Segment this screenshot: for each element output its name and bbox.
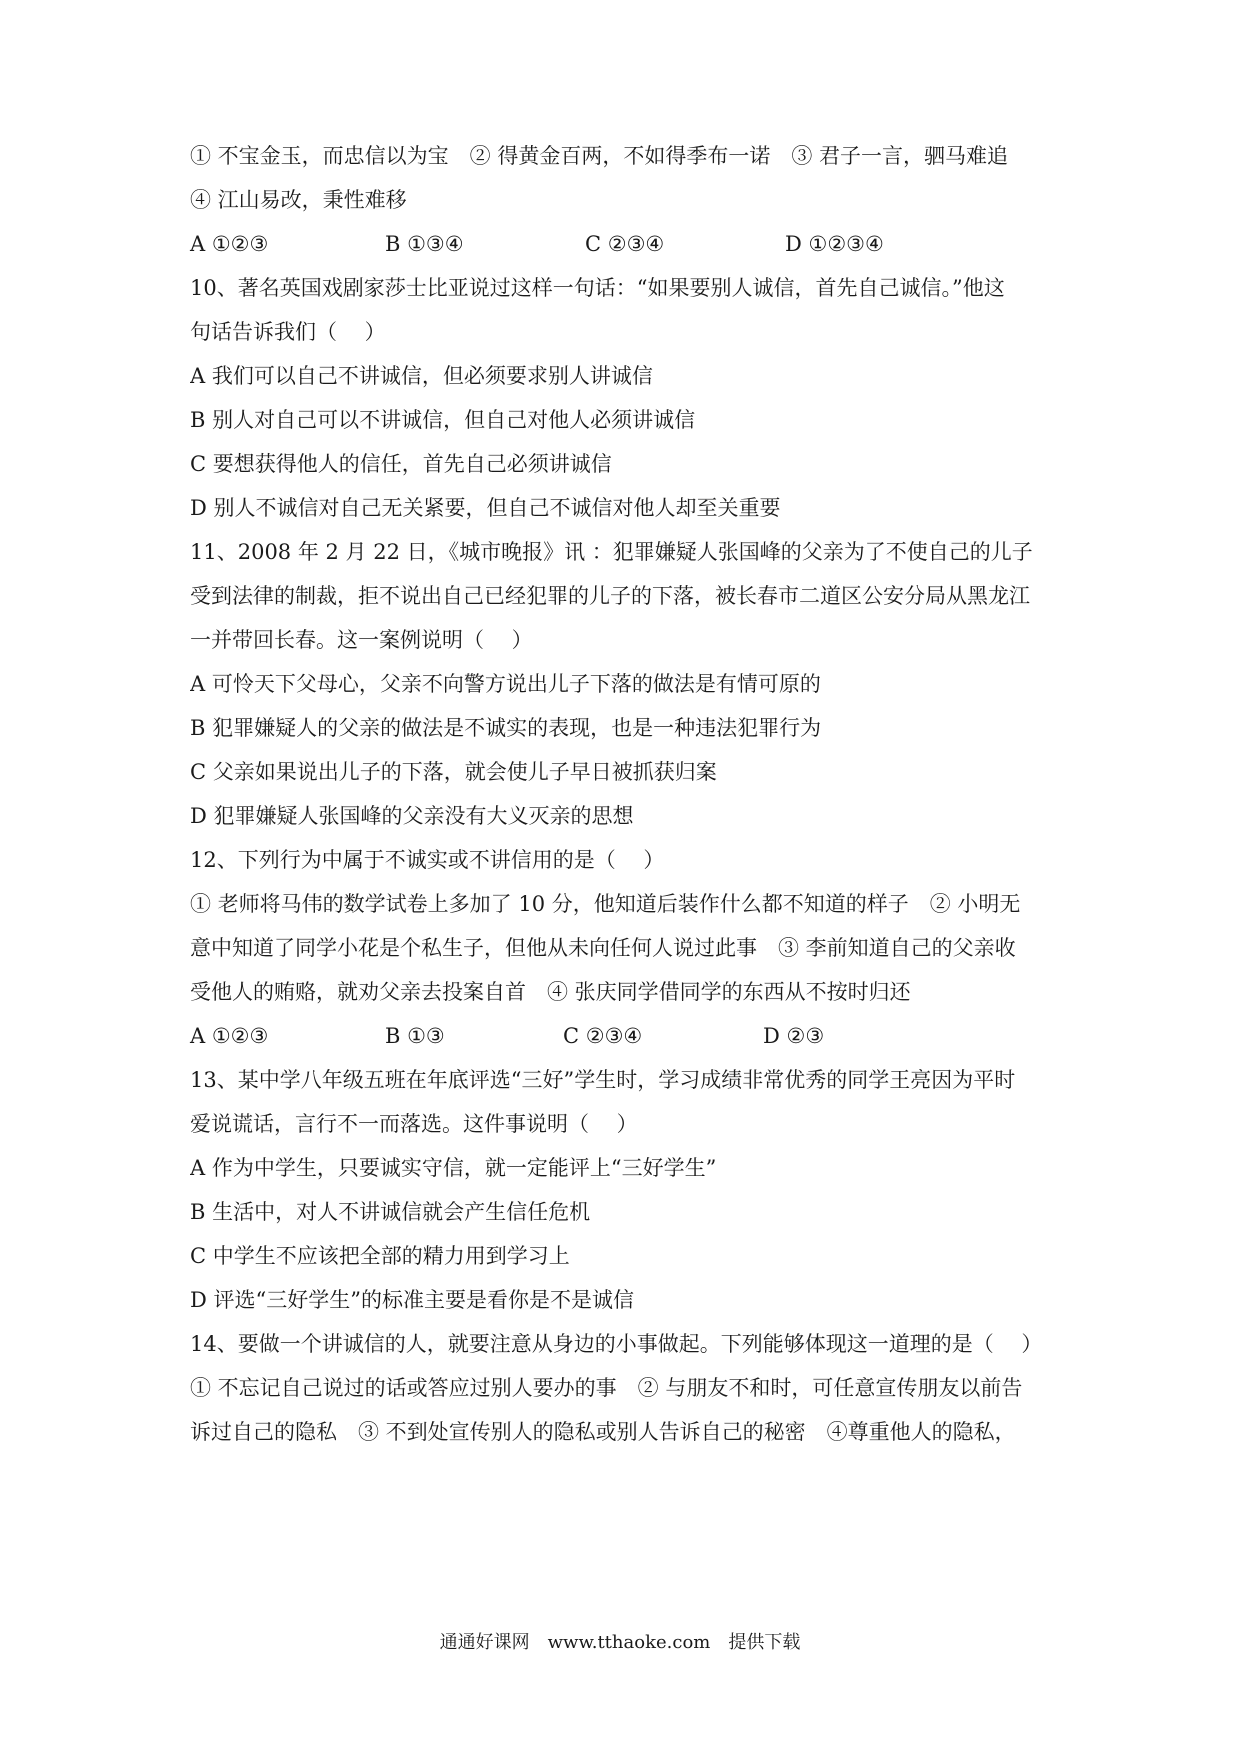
q10-choice-c: C 要想获得他人的信任，首先自己必须讲诚信 — [190, 452, 612, 476]
q11-stem-line-1: 11、2008 年 2 月 22 日，《城市晚报》讯 ：犯罪嫌疑人张国峰的父亲为了不使自己的儿子 — [190, 540, 1033, 564]
q12-option-a: A ①②③ — [190, 1024, 269, 1048]
q13-choice-d: D 评选“三好学生”的标准主要是看你是不是诚信 — [190, 1288, 634, 1312]
q13-stem-line-2: 爱说谎话，言行不一而落选。这件事说明（ ） — [190, 1112, 638, 1136]
q12-options — [190, 1021, 1070, 1051]
q13-choice-a: A 作为中学生，只要诚实守信，就一定能评上“三好学生” — [190, 1156, 717, 1180]
q9-option-b: B ①③④ — [385, 232, 464, 256]
q9-items-line-1: ① 不宝金玉，而忠信以为宝 ② 得黄金百两，不如得季布一诺 ③ 君子一言，驷马难追 — [190, 144, 1009, 168]
q10-choice-d: D 别人不诚信对自己无关紧要，但自己不诚信对他人却至关重要 — [190, 496, 781, 520]
q11-choice-c: C 父亲如果说出儿子的下落，就会使儿子早日被抓获归案 — [190, 760, 717, 784]
q9-option-c: C ②③④ — [585, 232, 665, 256]
q11-stem-line-3: 一并带回长春。这一案例说明（ ） — [190, 628, 533, 652]
q14-stem: 14、要做一个讲诚信的人，就要注意从身边的小事做起。下列能够体现这一道理的是（ ） — [190, 1332, 1043, 1356]
q11-choice-d: D 犯罪嫌疑人张国峰的父亲没有大义灭亲的思想 — [190, 804, 634, 828]
q12-items-line-3: 受他人的贿赂，就劝父亲去投案自首 ④ 张庆同学借同学的东西从不按时归还 — [190, 980, 911, 1004]
q12-option-c: C ②③④ — [563, 1024, 643, 1048]
q13-stem-line-1: 13、某中学八年级五班在年底评选“三好”学生时，学习成绩非常优秀的同学王亮因为平时 — [190, 1068, 1016, 1092]
q14-items-line-1: ① 不忘记自己说过的话或答应过别人要办的事 ② 与朋友不和时，可任意宣传朋友以前告 — [190, 1376, 1023, 1400]
q10-choice-b: B 别人对自己可以不讲诚信，但自己对他人必须讲诚信 — [190, 408, 696, 432]
q12-items-line-1: ① 老师将马伟的数学试卷上多加了 10 分，他知道后装作什么都不知道的样子 ② 小明无 — [190, 892, 1021, 916]
q10-choice-a: A 我们可以自己不讲诚信，但必须要求别人讲诚信 — [190, 364, 653, 388]
q12-option-d: D ②③ — [763, 1024, 825, 1048]
q9-option-d: D ①②③④ — [785, 232, 884, 256]
q13-choice-c: C 中学生不应该把全部的精力用到学习上 — [190, 1244, 570, 1268]
q9-items-line-2: ④ 江山易改，秉性难移 — [190, 188, 407, 212]
q14-items-line-2: 诉过自己的隐私 ③ 不到处宣传别人的隐私或别人告诉自己的秘密 ④尊重他人的隐私， — [190, 1420, 1016, 1444]
q9-options — [190, 229, 1070, 259]
q11-stem-line-2: 受到法律的制裁，拒不说出自己已经犯罪的儿子的下落，被长春市二道区公安分局从黑龙江 — [190, 584, 1030, 608]
q9-option-a: A ①②③ — [190, 232, 269, 256]
q13-choice-b: B 生活中，对人不讲诚信就会产生信任危机 — [190, 1200, 591, 1224]
q12-items-line-2: 意中知道了同学小花是个私生子，但他从未向任何人说过此事 ③ 李前知道自己的父亲收 — [190, 936, 1016, 960]
q10-stem-line-2: 句话告诉我们（ ） — [190, 320, 386, 344]
q10-stem-line-1: 10、著名英国戏剧家莎士比亚说过这样一句话：“如果要别人诚信，首先自己诚信。”他这 — [190, 276, 1005, 300]
page-footer: 通通好课网 www.tthaoke.com 提供下载 — [439, 1632, 801, 1653]
q11-choice-b: B 犯罪嫌疑人的父亲的做法是不诚实的表现，也是一种违法犯罪行为 — [190, 716, 822, 740]
q11-choice-a: A 可怜天下父母心，父亲不向警方说出儿子下落的做法是有情可原的 — [190, 672, 821, 696]
q12-stem: 12、下列行为中属于不诚实或不讲信用的是（ ） — [190, 848, 665, 872]
q12-option-b: B ①③ — [385, 1024, 445, 1048]
